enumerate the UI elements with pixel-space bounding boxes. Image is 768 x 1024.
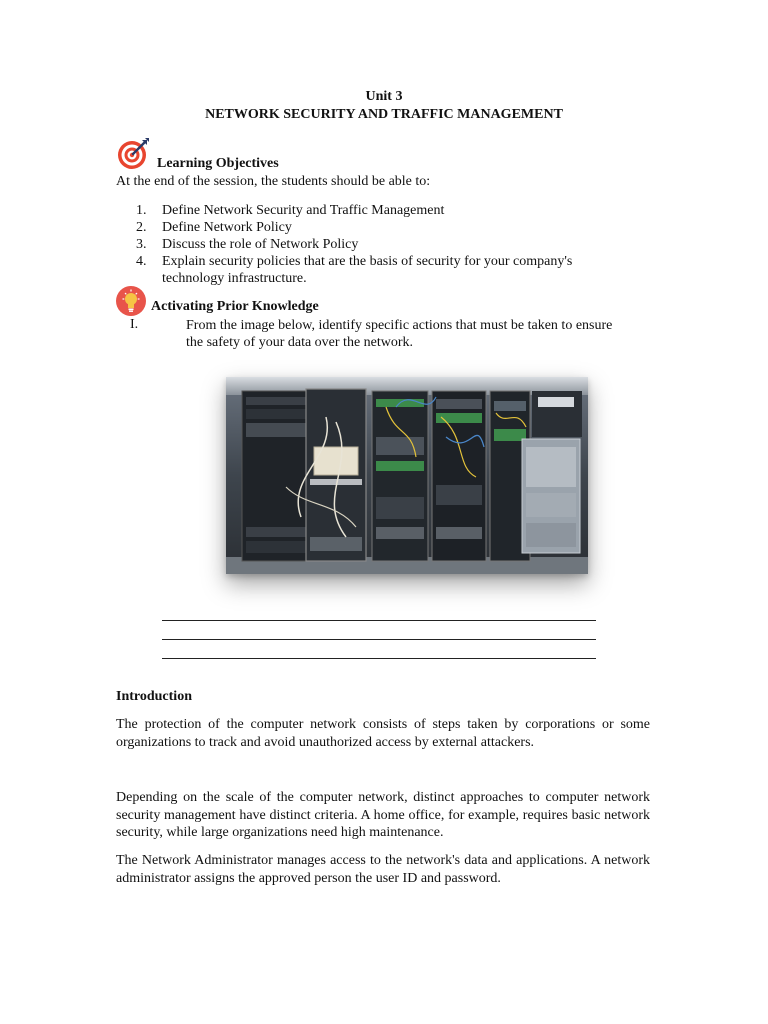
objective-text: Explain security policies that are the basis of security for your company's technology infrastructure.: [162, 254, 573, 286]
document-title: NETWORK SECURITY AND TRAFFIC MANAGEMENT: [205, 107, 563, 122]
prior-knowledge-item-number: I.: [130, 317, 139, 332]
objective-number: 4.: [136, 254, 147, 269]
objective-text: Define Network Policy: [162, 220, 292, 235]
prior-knowledge-item-text: From the image below, identify specific actions that must be taken to ensure the safety of your data over the network.: [186, 318, 613, 350]
introduction-paragraph: The Network Administrator manages access to the network's data and applications. A network administrator assigns the approved person the user ID and password.: [116, 853, 650, 886]
learning-objectives-heading: Learning Objectives: [157, 156, 279, 171]
learning-objectives-intro: At the end of the session, the students should be able to:: [116, 174, 431, 189]
objective-item: [136, 236, 636, 253]
objective-number: 1.: [136, 203, 147, 218]
introduction-heading: Introduction: [116, 689, 192, 704]
objectives-list: [136, 202, 636, 287]
objective-text: Discuss the role of Network Policy: [162, 237, 359, 252]
objective-item: [136, 219, 636, 236]
unit-label: Unit 3: [365, 89, 403, 104]
answer-line[interactable]: [162, 639, 596, 640]
introduction-paragraph: Depending on the scale of the computer network, distinct approaches to computer network security management have distinct criteria. A home office, for example, requires basic network security, while large organizations need high maintenance.: [116, 790, 650, 840]
activating-prior-knowledge-heading: Activating Prior Knowledge: [151, 299, 319, 314]
introduction-paragraph: The protection of the computer network consists of steps taken by corporations or some organizations to track and avoid unauthorized access by external attackers.: [116, 717, 650, 750]
objective-item: [136, 253, 636, 287]
answer-line[interactable]: [162, 658, 596, 659]
server-rack-photo: [226, 377, 588, 574]
lightbulb-icon: [115, 285, 147, 317]
objective-text: Define Network Security and Traffic Management: [162, 203, 445, 218]
objective-number: 3.: [136, 237, 147, 252]
answer-line[interactable]: [162, 620, 596, 621]
objective-number: 2.: [136, 220, 147, 235]
target-icon: [116, 137, 150, 171]
objective-item: [136, 202, 636, 219]
